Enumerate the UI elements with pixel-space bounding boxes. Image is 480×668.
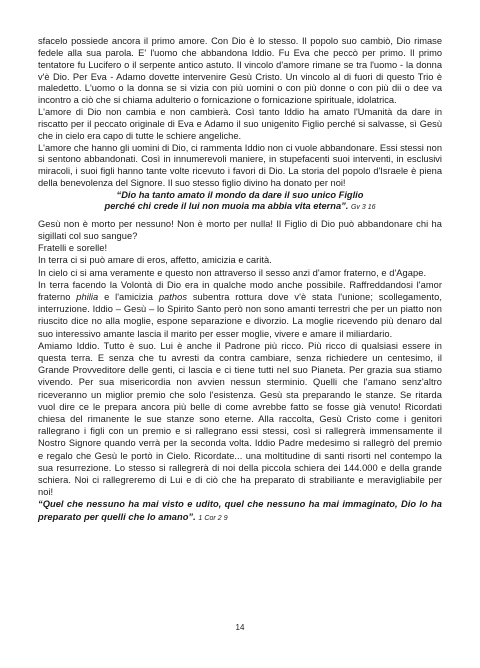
closing-quote-reference: 1 Cor 2 9 — [198, 514, 228, 522]
paragraph-love-god: Amiamo Iddio. Tutto è suo. Lui è anche il Padrone più ricco. Più ricco di qualsiasi essere in questa terra. E senza che tu avresti da contra cambiare, senza richiedere un centesimo, il Grande Provveditore delle genti, ci lascia e ci tiene tutti nel suo Pianeta. Per grazia sua stiamo vivendo. Per sua misericordia non avvien nessun sterminio. Quelli che l'amano senz'altro riceveranno un miglior premio che solo l'esistenza. Gesù sta preparando le stanze. Se ritarda vuol dire ce le prepara ancora più belle di come avrebbe fatto se fosse già venuto! Ricordati chiesa del rimanente le sue stanze sono eterne. Alla raccolta, Gesù Cristo come i genitori rallegrano i figli con un premio e si rallegrano essi stessi, così si rallegrerà immensamente il Nostro Signore quando verrà per la seconda volta. Iddio Padre medesimo si rallegrò del premio e regalo che Gesù le portò in Cielo. Ricordate... una moltitudine di santi risorti nel contempo la sua resurrezione. Lo stesso si rallegrerà di noi della piccola schiera dei 144.000 e della grande schiera. Noi ci rallegreremo di Lui e di ciò che ha preparato di strabiliante e meravigliabile per noi! — [38, 340, 442, 498]
term-philia: philia — [76, 292, 99, 302]
paragraph-intro: sfacelo possiede ancora il primo amore. Con Dio è lo stesso. Il popolo suo cambiò, Dio rimase fedele alla sua parola. E' l'uomo che abbandona Iddio. Fu Eva che peccò per primo. Il primo tentatore fu Lucifero o il serpente antico astuto. Il vincolo d'amore rimane se tra l'uomo - la donna v'è Dio. Per Eva - Adamo dovette intervenire Gesù Cristo. Un vincolo al di fuori di questo Trio è maledetto. L'uomo o la donna se si vizia con più uomini o con più donne o con più dii o dee va incontro a ciò che si chiama adulterio o fornicazione o fornicazione spirituale, idolatrica. — [38, 36, 442, 106]
paragraph-jesus-did-not-die-in-vain: Gesù non è morto per nessuno! Non è morto per nulla! Il Figlio di Dio può abbandonare chi ha sigillati col suo sangue? — [38, 218, 442, 241]
paragraph-men-of-god: L'amore che hanno gli uomini di Dio, ci rammenta Iddio non ci vuole abbandonare. Essi stessi non si sentono abbandonati. Così in innumerevoli maniere, in stupefacenti suoi interventi, in esclusivi miracoli, i suoi figli hanno tante volte ricevuto i favori di Dio. La storia del popolo d'Israele è piena della benevolenza del Signore. Il suo stesso figlio divino ha donato per noi! — [38, 142, 442, 189]
paragraph-earthly-love: In terra ci si può amare di eros, affetto, amicizia e carità. — [38, 255, 272, 266]
paragraph-heavenly-love: In cielo ci si ama veramente e questo non attraverso il sesso anzi d'amor fraterno, e d'Agape. — [38, 267, 427, 278]
quote-line-2: perché chi crede il lui non muoia ma abbia vita eterna”. — [104, 201, 349, 212]
section-two — [38, 218, 442, 525]
term-pathos: pathos — [158, 292, 188, 302]
paragraph-love-of-god: L'amore di Dio non cambia e non cambierà. Così tanto Iddio ha amato l'Umanità da dare in riscatto per il peccato originale di Eva e Adamo il suo unigenito Figlio perché si salvasse, sì Gesù che in cielo era capo di tutte le schiere angeliche. — [38, 107, 442, 141]
quote-line-1: “Dio ha tanto amato il mondo da dare il suo unico Figlio — [116, 189, 364, 200]
closing-quote — [38, 498, 442, 524]
paragraph-greeting: Fratelli e sorelle! — [38, 243, 108, 254]
quote-reference: Gv 3 16 — [350, 204, 376, 212]
scripture-quote — [38, 190, 442, 214]
page-number: 14 — [235, 623, 245, 632]
paragraph-will-of-god: In terra facendo la Volontà di Dio era in qualche modo anche possibile. Raffreddandosi l'amor fraterno philia e l'amicizia pathos subentra rottura dove v'è stata l'unione; scollegamento, interruzione. Iddio – Gesù – lo Spirito Santo però non sono amanti terrestri che per un piatto non riuscito dice no alla moglie, espone separazione e divorzio. La moglie ricevendo più denaro dal suo interessivo amante lascia il marito per esser moglie, vivere e amare il miliardario. — [38, 279, 443, 339]
closing-quote-text: “Quel che nessuno ha mai visto e udito, quel che nessuno ha mai immaginato, Dio lo ha preparato per quelli che lo amano”. — [38, 499, 442, 522]
